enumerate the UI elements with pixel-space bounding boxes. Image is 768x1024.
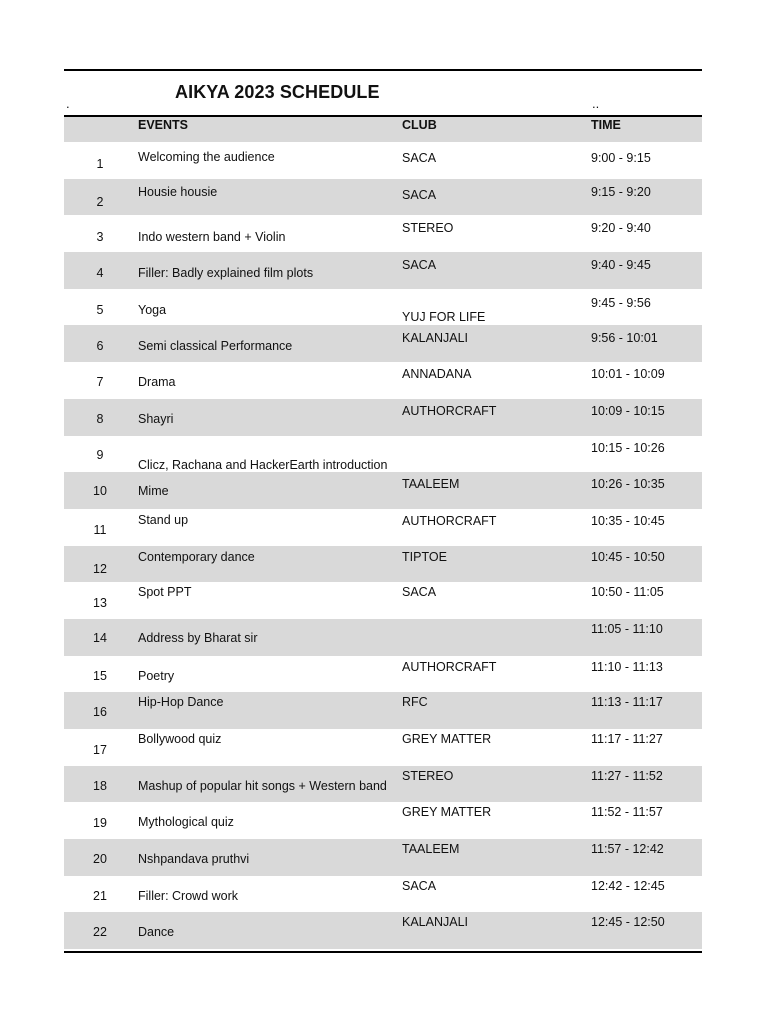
- row-event: Housie housie: [138, 184, 218, 199]
- table-row: [64, 142, 702, 179]
- table-row: [64, 472, 702, 509]
- row-time: 10:26 - 10:35: [591, 477, 665, 492]
- page-title: AIKYA 2023 SCHEDULE: [175, 82, 380, 102]
- row-number: 6: [96, 339, 104, 354]
- header-time: TIME: [591, 118, 621, 132]
- row-event: Stand up: [138, 512, 189, 527]
- table-row: [64, 692, 702, 729]
- table-row: [64, 252, 702, 289]
- row-time: 11:13 - 11:17: [591, 695, 663, 710]
- table-row: [64, 399, 702, 436]
- row-event: Indo western band + Violin: [138, 230, 286, 245]
- row-event: Mashup of popular hit songs + Western band: [138, 778, 387, 793]
- table-row: [64, 729, 702, 766]
- row-event: Clicz, Rachana and HackerEarth introduction: [138, 457, 388, 472]
- row-number: 10: [93, 484, 107, 499]
- row-event: Yoga: [138, 302, 167, 317]
- row-time: 9:15 - 9:20: [591, 184, 651, 199]
- row-time: 11:27 - 11:52: [591, 768, 663, 783]
- table-row: [64, 802, 702, 839]
- row-number: 4: [96, 266, 104, 281]
- table-row: [64, 912, 702, 949]
- row-event: Welcoming the audience: [138, 150, 275, 164]
- row-time: 11:17 - 11:27: [591, 732, 663, 746]
- row-time: 11:57 - 12:42: [591, 842, 664, 857]
- table-row: [64, 766, 702, 803]
- row-event: Hip-Hop Dance: [138, 695, 224, 710]
- row-number: 16: [93, 705, 107, 720]
- row-number: 18: [93, 778, 107, 793]
- row-club: RFC: [402, 695, 428, 710]
- table-row: [64, 839, 702, 876]
- top-rule: [64, 69, 702, 71]
- header-club: CLUB: [402, 118, 437, 132]
- row-number: 14: [93, 630, 107, 645]
- table-row: [64, 619, 702, 656]
- row-event: Bollywood quiz: [138, 732, 222, 746]
- row-event: Dance: [138, 925, 175, 940]
- row-time: 9:56 - 10:01: [591, 331, 658, 346]
- table-row: [64, 215, 702, 252]
- row-club: YUJ FOR LIFE: [402, 309, 486, 324]
- row-event: Nshpandava pruthvi: [138, 852, 250, 867]
- row-number: 22: [93, 925, 107, 940]
- header-events: EVENTS: [138, 118, 189, 132]
- row-number: 1: [96, 157, 104, 171]
- row-time: 9:40 - 9:45: [591, 258, 651, 273]
- schedule-table-body: [64, 142, 702, 949]
- row-number: 5: [96, 302, 104, 317]
- row-event: Mythological quiz: [138, 815, 234, 830]
- row-time: 11:52 - 11:57: [591, 805, 663, 820]
- row-time: 9:00 - 9:15: [591, 151, 651, 165]
- table-row: [64, 546, 702, 583]
- row-number: 19: [93, 816, 107, 831]
- row-club: TIPTOE: [402, 549, 447, 564]
- row-time: 9:45 - 9:56: [591, 295, 651, 310]
- row-number: 17: [93, 743, 107, 757]
- row-event: Mime: [138, 484, 169, 499]
- row-event: Filler: Crowd work: [138, 888, 239, 903]
- row-club: SACA: [402, 878, 437, 893]
- row-number: 2: [96, 194, 104, 209]
- row-club: GREY MATTER: [402, 732, 492, 746]
- row-number: 20: [93, 852, 107, 867]
- row-time: 9:20 - 9:40: [591, 221, 651, 236]
- row-club: TAALEEM: [402, 477, 460, 492]
- row-club: KALANJALI: [402, 915, 469, 930]
- row-club: AUTHORCRAFT: [402, 403, 497, 418]
- row-time: 10:09 - 10:15: [591, 403, 665, 418]
- row-club: SACA: [402, 585, 437, 600]
- row-club: KALANJALI: [402, 331, 469, 346]
- row-event: Filler: Badly explained film plots: [138, 266, 314, 281]
- table-row: [64, 362, 702, 399]
- bottom-rule: [64, 951, 702, 953]
- row-time: 10:50 - 11:05: [591, 585, 664, 600]
- row-club: GREY MATTER: [402, 805, 492, 820]
- row-event: Shayri: [138, 411, 174, 426]
- row-event: Poetry: [138, 668, 175, 683]
- row-number: 13: [93, 596, 107, 611]
- row-event: Drama: [138, 375, 176, 390]
- row-club: AUTHORCRAFT: [402, 513, 497, 528]
- row-club: AUTHORCRAFT: [402, 659, 497, 674]
- row-club: ANNADANA: [402, 367, 472, 382]
- table-row: [64, 325, 702, 362]
- row-event: Address by Bharat sir: [138, 630, 258, 645]
- row-time: 10:15 - 10:26: [591, 440, 665, 455]
- table-row: [64, 179, 702, 216]
- row-club: SACA: [402, 151, 437, 165]
- table-row: [64, 436, 702, 473]
- row-event: Semi classical Performance: [138, 339, 293, 354]
- row-time: 10:01 - 10:09: [591, 367, 665, 382]
- stray-mark-right: ..: [592, 96, 600, 111]
- row-time: 11:10 - 11:13: [591, 659, 663, 674]
- row-number: 9: [96, 447, 104, 462]
- row-club: SACA: [402, 187, 437, 202]
- stray-mark-left: .: [66, 96, 70, 111]
- row-number: 21: [93, 888, 107, 903]
- row-event: Spot PPT: [138, 585, 192, 600]
- row-event: Contemporary dance: [138, 549, 255, 564]
- row-number: 7: [96, 375, 104, 390]
- row-number: 11: [93, 522, 107, 537]
- table-row: [64, 876, 702, 913]
- row-time: 10:35 - 10:45: [591, 513, 665, 528]
- row-number: 12: [93, 561, 107, 576]
- row-club: SACA: [402, 258, 437, 273]
- table-row: [64, 582, 702, 619]
- table-row: [64, 509, 702, 546]
- row-number: 8: [96, 411, 104, 426]
- table-row: [64, 289, 702, 326]
- row-club: STEREO: [402, 221, 454, 236]
- table-row: [64, 656, 702, 693]
- row-number: 15: [93, 668, 107, 683]
- row-time: 11:05 - 11:10: [591, 621, 663, 636]
- row-time: 12:45 - 12:50: [591, 915, 665, 930]
- row-time: 12:42 - 12:45: [591, 878, 665, 893]
- row-time: 10:45 - 10:50: [591, 549, 665, 564]
- row-club: STEREO: [402, 768, 454, 783]
- row-number: 3: [96, 230, 104, 245]
- row-club: TAALEEM: [402, 842, 460, 857]
- table-header: [64, 117, 702, 142]
